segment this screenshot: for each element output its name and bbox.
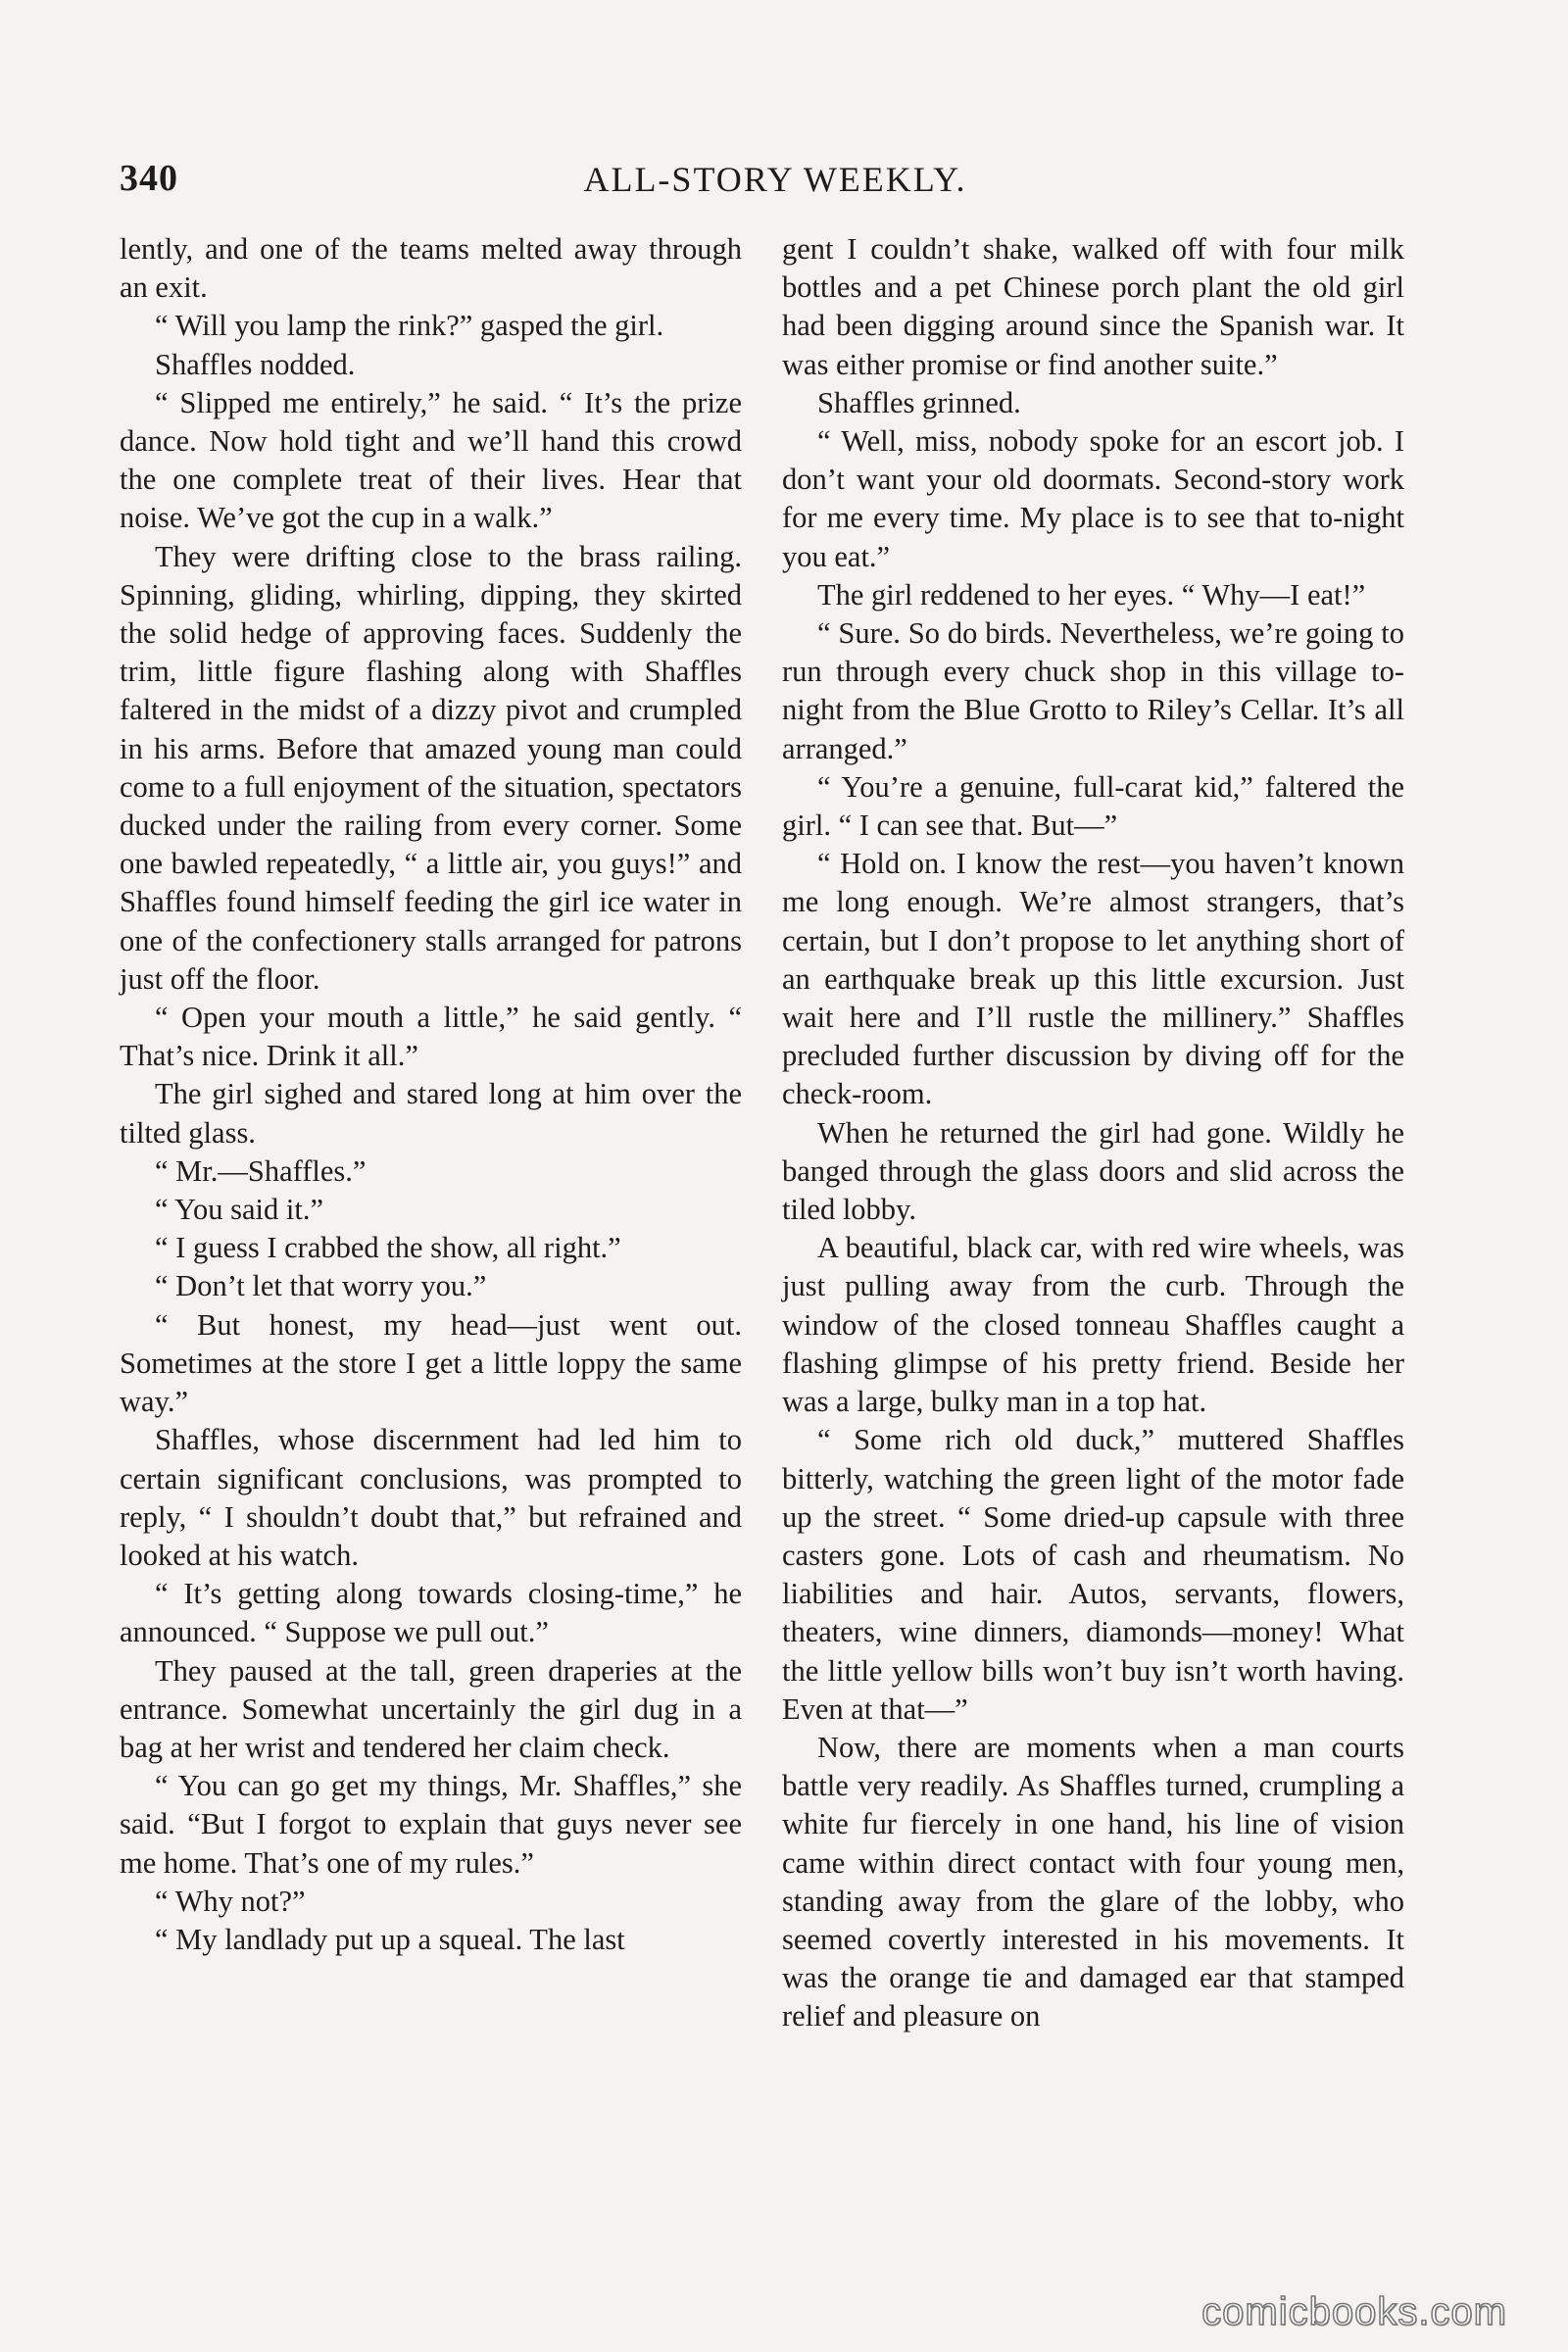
paragraph: “ My landlady put up a squeal. The last	[155, 1922, 625, 1956]
paragraph: “ Well, miss, nobody spoke for an escort job. I don’t want your old doormats. Second-story work for me every time. My place is to see that to-night you eat.”	[782, 424, 1404, 573]
paragraph: “ Slipped me entirely,” he said. “ It’s the prize dance. Now hold tight and we’ll hand this crowd the one complete treat of their lives. Hear that noise. We’ve got the cup in a walk.”	[120, 385, 742, 535]
paragraph: “ Don’t let that worry you.”	[155, 1269, 487, 1303]
paragraph: They paused at the tall, green draperies at the entrance. Somewhat uncertainly the girl dug in a bag at her wrist and tendered her claim check.	[120, 1653, 742, 1764]
paragraph: lently, and one of the teams melted away through an exit.	[120, 232, 742, 305]
running-head: ALL-STORY WEEKLY.	[583, 160, 967, 199]
paragraph: “ It’s getting along towards closing-time,” he announced. “ Suppose we pull out.”	[120, 1577, 742, 1649]
paragraph: The girl sighed and stared long at him over the tilted glass.	[120, 1077, 742, 1150]
paragraph: When he returned the girl had gone. Wildly he banged through the glass doors and slid across the tiled lobby.	[782, 1115, 1404, 1227]
paragraph: They were drifting close to the brass railing. Spinning, gliding, whirling, dipping, they skirted the solid hedge of approving faces. Suddenly the trim, little figure flashing along with Shaffles faltered in the midst of a dizzy pivot and crumpled in his arms. Before that amazed young man could come to a full enjoyment of the situation, spectators ducked under the railing from every corner. Some one bawled repeatedly, “ a little air, you guys!” and Shaffles found himself feeding the girl ice water in one of the confectionery stalls arranged for patrons just off the floor.	[120, 539, 742, 996]
paragraph: “ Will you lamp the rink?” gasped the girl.	[155, 309, 664, 343]
paragraph: “ You can go get my things, Mr. Shaffles,” she said. “But I forgot to explain that guys never see me home. That’s one of my rules.”	[120, 1769, 742, 1880]
paragraph: “ Sure. So do birds. Nevertheless, we’re going to run through every chuck shop in this village to-night from the Blue Grotto to Riley’s Cellar. It’s all arranged.”	[782, 616, 1404, 765]
paragraph: “ Mr.—Shaffles.”	[155, 1153, 367, 1188]
page-number: 340	[120, 158, 178, 199]
right-column	[782, 230, 1404, 2036]
paragraph: “ You said it.”	[155, 1193, 323, 1227]
paragraph: “ But honest, my head—just went out. Sometimes at the store I get a little loppy the same way.”	[120, 1307, 742, 1419]
paragraph: “ You’re a genuine, full-carat kid,” faltered the girl. “ I can see that. But—”	[782, 769, 1404, 843]
paragraph: “ Open your mouth a little,” he said gently. “ That’s nice. Drink it all.”	[120, 1001, 742, 1073]
left-column	[120, 230, 742, 1959]
paragraph: “ Why not?”	[155, 1884, 306, 1918]
paragraph: gent I couldn’t shake, walked off with four milk bottles and a pet Chinese porch plant the old girl had been digging around since the Spanish war. It was either promise or find another suite.”	[782, 232, 1404, 381]
paragraph: Shaffles nodded.	[155, 347, 356, 381]
paragraph: Shaffles grinned.	[817, 385, 1021, 419]
paragraph: Shaffles, whose discernment had led him to certain significant conclusions, was prompted to reply, “ I shouldn’t doubt that,” but refrained and looked at his watch.	[120, 1423, 742, 1572]
page-header	[120, 157, 1431, 206]
paragraph: A beautiful, black car, with red wire wheels, was just pulling away from the curb. Through the window of the closed tonneau Shaffles caught a flashing glimpse of his pretty friend. Beside her was a large, bulky man in a top hat.	[782, 1231, 1404, 1419]
paragraph: The girl reddened to her eyes. “ Why—I eat!”	[817, 577, 1366, 612]
watermark-logo: comicbooks.com	[1201, 2290, 1507, 2333]
paragraph: Now, there are moments when a man courts battle very readily. As Shaffles turned, crumpling a white fur fiercely in one hand, his line of vision came within direct contact with four young men, standing away from the glare of the lobby, who seemed covertly interested in his movements. It was the orange tie and damaged ear that stamped relief and pleasure on	[782, 1730, 1404, 2034]
paragraph: “ I guess I crabbed the show, all right.”	[155, 1231, 621, 1265]
paragraph: “ Some rich old duck,” muttered Shaffles bitterly, watching the green light of the motor fade up the street. “ Some dried-up capsule with three casters gone. Lots of cash and rheumatism. No liabilities and hair. Autos, servants, flowers, theaters, wine dinners, diamonds—money! What the little yellow bills won’t buy isn’t worth having. Even at that—”	[782, 1423, 1404, 1726]
paragraph: “ Hold on. I know the rest—you haven’t known me long enough. We’re almost strangers, that’s certain, but I don’t propose to let anything short of an earthquake break up this little excursion. Just wait here and I’ll rustle the millinery.” Shaffles precluded further discussion by diving off for the check-room.	[782, 847, 1404, 1111]
